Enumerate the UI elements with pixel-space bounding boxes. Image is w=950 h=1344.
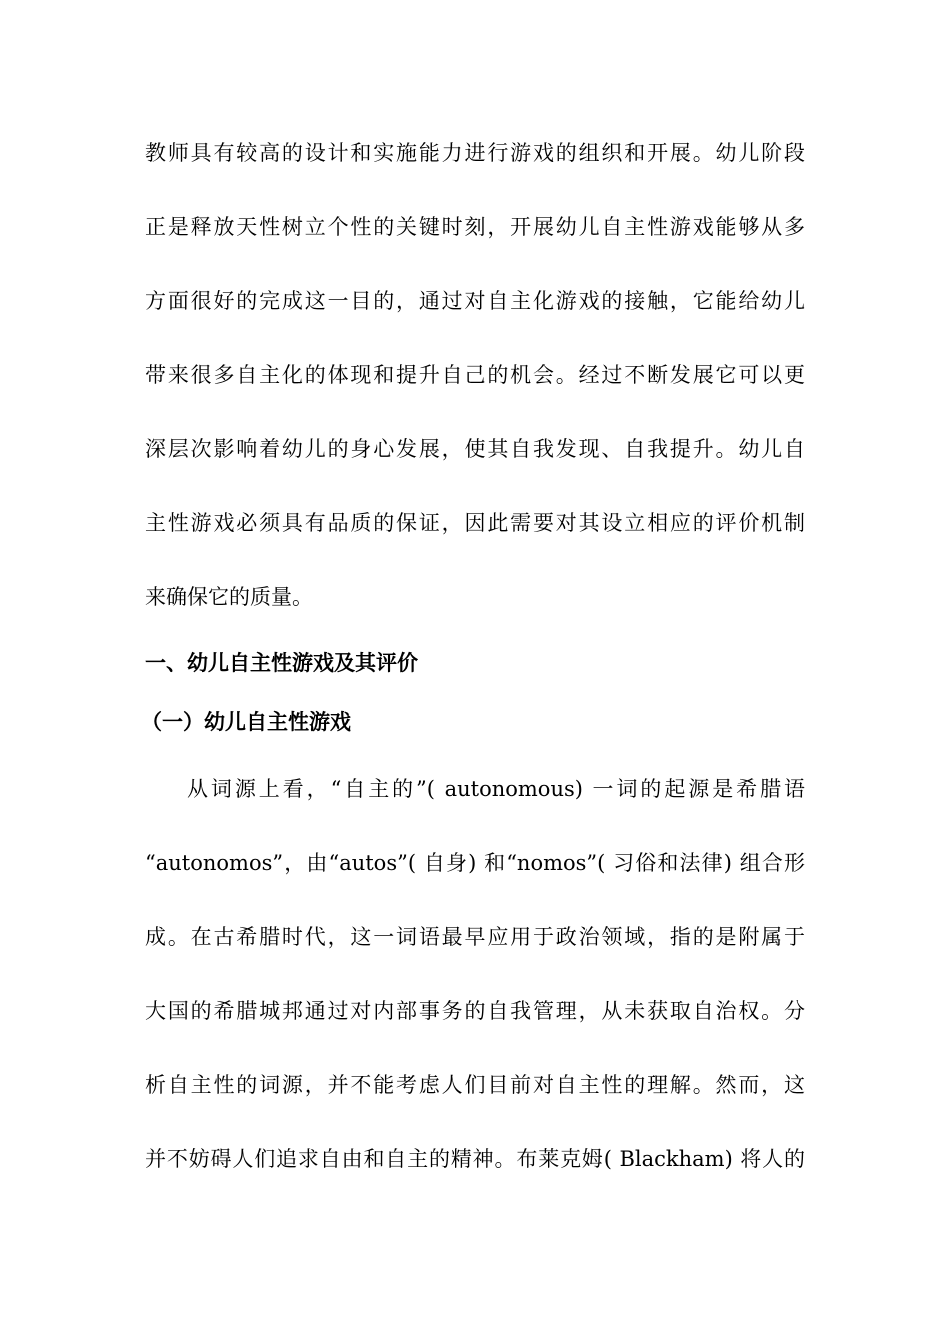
text-line: 教师具有较高的设计和实施能力进行游戏的组织和开展。幼儿阶段	[145, 141, 805, 165]
text-line: 析自主性的词源，并不能考虑人们目前对自主性的理解。然而，这	[145, 1073, 805, 1097]
text-line: 大国的希腊城邦通过对内部事务的自我管理，从未获取自治权。分	[145, 999, 805, 1023]
text-line: 方面很好的完成这一目的，通过对自主化游戏的接触，它能给幼儿	[145, 289, 805, 313]
section-heading: 一、幼儿自主性游戏及其评价	[145, 651, 418, 675]
text-line: 从词源上看，“自主的”( autonomous) 一词的起源是希腊语	[187, 777, 805, 801]
text-line: 正是释放天性树立个性的关键时刻，开展幼儿自主性游戏能够从多	[145, 215, 805, 239]
text-line: 主性游戏必须具有品质的保证，因此需要对其设立相应的评价机制	[145, 511, 805, 535]
text-line: 深层次影响着幼儿的身心发展，使其自我发现、自我提升。幼儿自	[145, 437, 805, 461]
paragraph-etymology	[145, 752, 805, 1196]
text-line: “autonomos”，由“autos”( 自身) 和“nomos”( 习俗和法律) 组合形	[145, 851, 805, 875]
text-line: 来确保它的质量。	[145, 585, 313, 609]
text-line: 成。在古希腊时代，这一词语最早应用于政治领域，指的是附属于	[145, 925, 805, 949]
text-line: 带来很多自主化的体现和提升自己的机会。经过不断发展它可以更	[145, 363, 805, 387]
subsection-heading: （一）幼儿自主性游戏	[141, 710, 351, 734]
document-body	[141, 116, 805, 1196]
paragraph-intro	[145, 116, 805, 634]
text-line: 并不妨碍人们追求自由和自主的精神。布莱克姆( Blackham) 将人的	[145, 1147, 805, 1171]
